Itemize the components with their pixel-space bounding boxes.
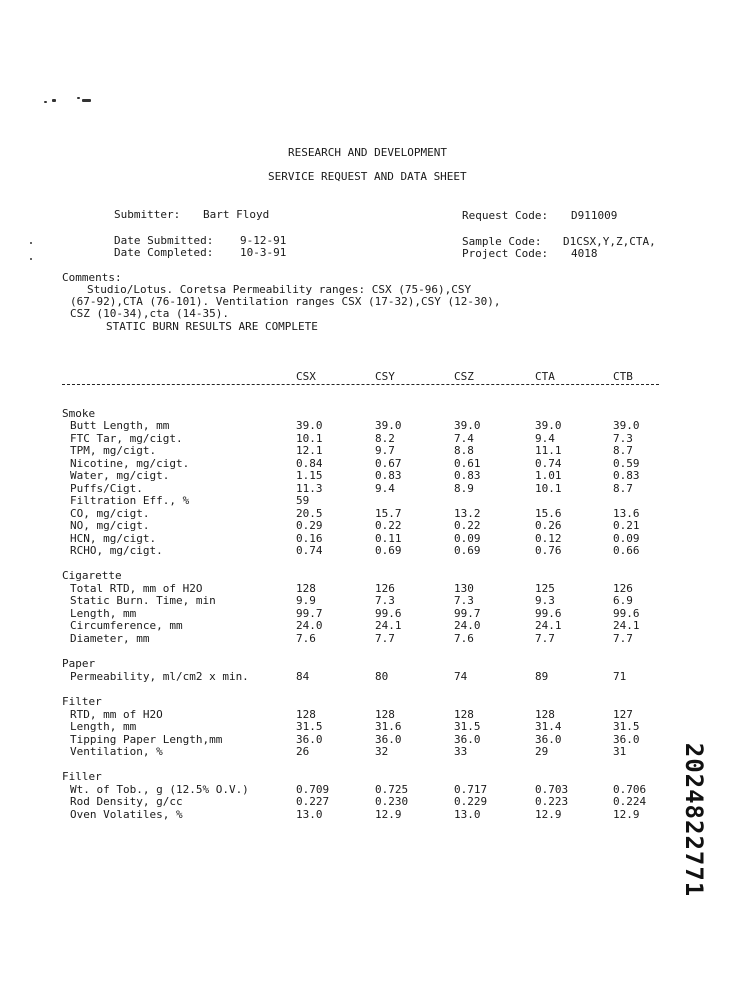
cell: 7.3 [613, 431, 633, 445]
comments-label: Comments: [62, 271, 122, 284]
cell: 12.1 [296, 444, 323, 457]
cell: 36.0 [535, 732, 562, 746]
section-title: Smoke [62, 407, 96, 420]
cell: 0.709 [296, 782, 330, 796]
cell: 7.3 [454, 594, 474, 607]
project-code-label: Project Code: [462, 247, 549, 260]
cell: 15.6 [535, 506, 562, 520]
cell: 10.1 [535, 481, 562, 495]
cell: 74 [454, 669, 468, 683]
row-label: FTC Tar, mg/cigt. [70, 431, 183, 445]
table-header [62, 371, 682, 384]
cell: 0.706 [613, 782, 647, 796]
cell: 0.83 [454, 469, 481, 482]
row-label: Butt Length, mm [70, 419, 170, 432]
cell: 0.69 [375, 544, 402, 557]
row-label: TPM, mg/cigt. [70, 444, 157, 457]
header-title: RESEARCH AND DEVELOPMENT [288, 146, 447, 159]
cell: 0.09 [454, 531, 481, 545]
cell: 39.0 [535, 419, 562, 432]
cell: 13.0 [454, 807, 481, 821]
section-title: Filter [62, 695, 102, 708]
row-label: Tipping Paper Length,mm [70, 732, 223, 746]
cell: 128 [296, 707, 316, 721]
scan-speck [44, 101, 47, 103]
row-label: RCHO, mg/cigt. [70, 544, 163, 557]
cell: 36.0 [375, 732, 402, 746]
request-code-value: D911009 [571, 209, 618, 222]
cell: 32 [375, 745, 389, 758]
cell: 0.224 [613, 795, 647, 808]
cell: 8.7 [613, 444, 633, 457]
cell: 7.4 [454, 431, 474, 445]
cell: 99.7 [296, 606, 323, 620]
date-submitted-label: Date Submitted: [114, 234, 214, 247]
section-title: Cigarette [62, 569, 122, 582]
cell: 24.0 [454, 619, 481, 632]
table-row [62, 520, 682, 533]
cell: 11.1 [535, 444, 562, 457]
cell: 59 [296, 494, 310, 507]
header-subtitle: SERVICE REQUEST AND DATA SHEET [268, 170, 467, 183]
cell: 9.4 [375, 481, 395, 495]
cell: 0.230 [375, 795, 409, 808]
section-heading [62, 696, 682, 709]
cell: 7.3 [375, 594, 395, 607]
cell: 0.725 [375, 782, 409, 796]
cell: 31.5 [454, 720, 481, 733]
cell: 0.229 [454, 795, 488, 808]
document-id-stamp: 2024822771 [680, 742, 708, 898]
table-row [62, 420, 682, 433]
cell: 31.6 [375, 720, 402, 733]
section-title: Filler [62, 770, 102, 783]
cell: 0.26 [535, 519, 562, 532]
cell: 0.717 [454, 782, 488, 796]
cell: 29 [535, 745, 549, 758]
cell: 8.8 [454, 444, 474, 457]
cell: 12.9 [613, 807, 640, 821]
section-heading [62, 771, 682, 784]
row-label: Static Burn. Time, min [70, 594, 216, 607]
cell: 36.0 [613, 732, 640, 746]
cell: 9.9 [296, 594, 316, 607]
cell: 7.6 [454, 631, 474, 645]
row-label: Wt. of Tob., g (12.5% O.V.) [70, 782, 249, 796]
cell: 89 [535, 669, 549, 683]
section-heading [62, 570, 682, 583]
cell: 20.5 [296, 506, 323, 520]
table-row [62, 721, 682, 734]
row-label: RTD, mm of H2O [70, 707, 163, 721]
cell: 11.3 [296, 481, 323, 495]
row-label: Diameter, mm [70, 631, 150, 645]
comment-line: (67-92),CTA (76-101). Ventilation ranges CSX (17-32),CSY (12-30), [70, 295, 501, 308]
cell: 39.0 [454, 419, 481, 432]
cell: 126 [613, 581, 633, 595]
table-row [62, 809, 682, 822]
cell: 0.21 [613, 519, 640, 532]
cell: 7.7 [613, 631, 633, 645]
sample-code-label: Sample Code: [462, 235, 542, 248]
row-label: HCN, mg/cigt. [70, 531, 157, 545]
cell: 0.12 [535, 531, 562, 545]
table-row [62, 746, 682, 759]
cell: 7.7 [375, 631, 395, 645]
table-row [62, 470, 682, 483]
cell: 71 [613, 669, 627, 683]
date-completed-label: Date Completed: [114, 246, 214, 259]
cell: 10.1 [296, 431, 323, 445]
header-divider [62, 384, 659, 385]
cell: 99.6 [375, 606, 402, 620]
scan-speck [52, 99, 56, 102]
scan-speck [30, 242, 32, 244]
cell: 0.76 [535, 544, 562, 557]
cell: 80 [375, 669, 389, 683]
table-row [62, 633, 682, 646]
table-row [62, 445, 682, 458]
cell: 33 [454, 745, 468, 758]
comment-line: Studio/Lotus. Coretsa Permeability ranges: CSX (75-96),CSY [87, 283, 472, 296]
row-label: Permeability, ml/cm2 x min. [70, 669, 249, 683]
cell: 0.74 [296, 544, 323, 557]
cell: 13.2 [454, 506, 481, 520]
row-label: Filtration Eff., % [70, 494, 190, 507]
scan-speck [77, 97, 80, 99]
row-label: Rod Density, g/cc [70, 795, 183, 808]
cell: 7.6 [296, 631, 316, 645]
cell: 0.22 [454, 519, 481, 532]
row-label: Puffs/Cigt. [70, 481, 143, 495]
column-header: CTA [535, 370, 555, 383]
cell: 126 [375, 581, 395, 595]
cell: 8.2 [375, 431, 395, 445]
cell: 39.0 [375, 419, 402, 432]
cell: 125 [535, 581, 555, 595]
submitter-label: Submitter: [114, 208, 181, 221]
cell: 6.9 [613, 594, 633, 607]
project-code-value: 4018 [571, 247, 598, 260]
cell: 24.1 [613, 619, 640, 632]
cell: 99.6 [613, 606, 640, 620]
sample-code-value: D1CSX,Y,Z,CTA, [563, 235, 656, 248]
cell: 24.1 [535, 619, 562, 632]
table-row [62, 709, 682, 722]
cell: 36.0 [454, 732, 481, 746]
cell: 0.29 [296, 519, 323, 532]
section-heading [62, 658, 682, 671]
date-submitted-value: 9-12-91 [240, 234, 287, 247]
cell: 12.9 [375, 807, 402, 821]
row-label: Oven Volatiles, % [70, 807, 183, 821]
column-header: CSX [296, 370, 316, 383]
cell: 7.7 [535, 631, 555, 645]
request-code-label: Request Code: [462, 209, 549, 222]
cell: 128 [454, 707, 474, 721]
row-label: Circumference, mm [70, 619, 183, 632]
cell: 0.61 [454, 456, 481, 470]
row-label: Length, mm [70, 720, 137, 733]
cell: 0.223 [535, 795, 569, 808]
cell: 9.3 [535, 594, 555, 607]
cell: 1.15 [296, 469, 323, 482]
date-completed-value: 10-3-91 [240, 246, 287, 259]
cell: 99.6 [535, 606, 562, 620]
row-label: Ventilation, % [70, 745, 163, 758]
cell: 0.227 [296, 795, 330, 808]
cell: 0.66 [613, 544, 640, 557]
cell: 99.7 [454, 606, 481, 620]
row-label: NO, mg/cigt. [70, 519, 150, 532]
cell: 0.84 [296, 456, 323, 470]
comment-line: STATIC BURN RESULTS ARE COMPLETE [106, 320, 318, 333]
cell: 0.703 [535, 782, 569, 796]
submitter-value: Bart Floyd [203, 208, 270, 221]
cell: 9.4 [535, 431, 555, 445]
table-row [62, 595, 682, 608]
column-header: CTB [613, 370, 633, 383]
cell: 31.4 [535, 720, 562, 733]
row-label: Water, mg/cigt. [70, 469, 170, 482]
cell: 127 [613, 707, 633, 721]
table-row [62, 796, 682, 809]
row-label: Length, mm [70, 606, 137, 620]
table-row [62, 671, 682, 684]
cell: 130 [454, 581, 474, 595]
row-label: Total RTD, mm of H2O [70, 581, 203, 595]
cell: 0.74 [535, 456, 562, 470]
column-header: CSZ [454, 370, 474, 383]
cell: 12.9 [535, 807, 562, 821]
cell: 8.9 [454, 481, 474, 495]
table-row [62, 545, 682, 558]
scan-speck [30, 258, 32, 260]
cell: 13.0 [296, 807, 323, 821]
cell: 1.01 [535, 469, 562, 482]
cell: 24.1 [375, 619, 402, 632]
cell: 128 [535, 707, 555, 721]
cell: 0.09 [613, 531, 640, 545]
cell: 31.5 [296, 720, 323, 733]
cell: 31.5 [613, 720, 640, 733]
cell: 0.83 [613, 469, 640, 482]
comment-line: CSZ (10-34),cta (14-35). [70, 307, 229, 320]
cell: 36.0 [296, 732, 323, 746]
cell: 0.83 [375, 469, 402, 482]
cell: 128 [296, 581, 316, 595]
cell: 84 [296, 669, 310, 683]
cell: 26 [296, 745, 310, 758]
cell: 31 [613, 745, 627, 758]
row-label: CO, mg/cigt. [70, 506, 150, 520]
cell: 15.7 [375, 506, 402, 520]
scan-speck [82, 99, 91, 102]
cell: 39.0 [296, 419, 323, 432]
column-header: CSY [375, 370, 395, 383]
cell: 0.69 [454, 544, 481, 557]
table-row [62, 508, 682, 521]
cell: 9.7 [375, 444, 395, 457]
cell: 128 [375, 707, 395, 721]
table-row [62, 495, 682, 508]
cell: 0.11 [375, 531, 402, 545]
cell: 0.59 [613, 456, 640, 470]
cell: 13.6 [613, 506, 640, 520]
row-label: Nicotine, mg/cigt. [70, 456, 190, 470]
cell: 0.22 [375, 519, 402, 532]
cell: 0.16 [296, 531, 323, 545]
cell: 8.7 [613, 481, 633, 495]
cell: 24.0 [296, 619, 323, 632]
table-row [62, 620, 682, 633]
cell: 0.67 [375, 456, 402, 470]
section-title: Paper [62, 657, 96, 670]
cell: 39.0 [613, 419, 640, 432]
